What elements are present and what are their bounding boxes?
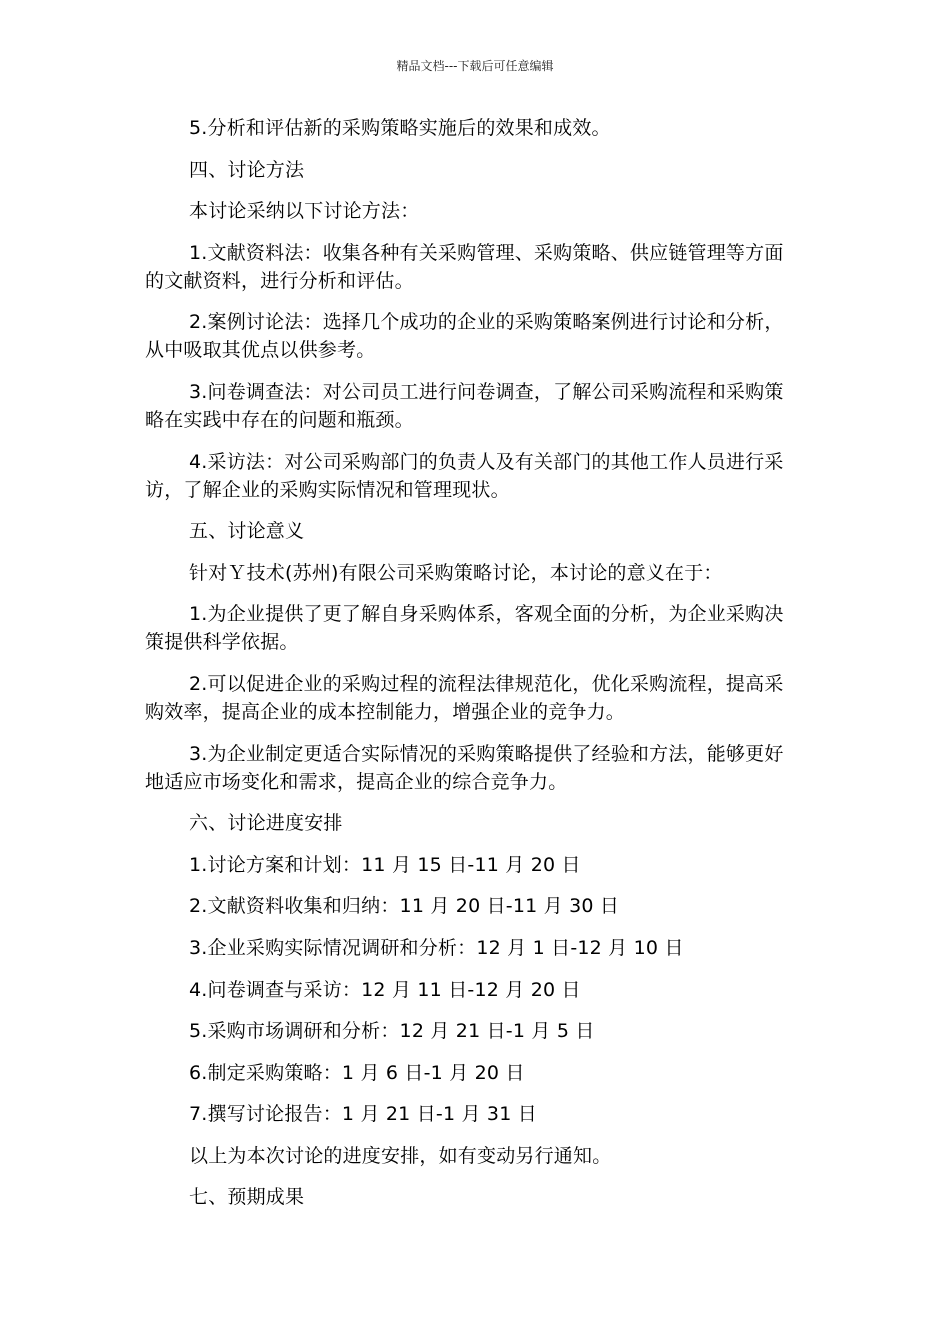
section-heading: 四、讨论方法: [189, 158, 305, 181]
section-heading: 六、讨论进度安排: [189, 812, 343, 835]
schedule-item: 3.企业采购实际情况调研和分析：12 月 1 日-12 月 10 日: [189, 936, 684, 959]
paragraph: 以上为本次讨论的进度安排，如有变动另行通知。: [189, 1144, 612, 1167]
paragraph: 3.问卷调查法：对公司员工进行问卷调查，了解公司采购流程和采购策略在实践中存在的问题和瓶颈。: [145, 380, 784, 431]
paragraph: 2.可以促进企业的采购过程的流程法律规范化，优化采购流程，提高采购效率，提高企业的成本控制能力，增强企业的竞争力。: [145, 672, 784, 723]
paragraph: 本讨论采纳以下讨论方法：: [189, 200, 420, 223]
paragraph: 1.文献资料法：收集各种有关采购管理、采购策略、供应链管理等方面的文献资料，进行分析和评估。: [145, 241, 784, 292]
paragraph: 针对Ｙ技术(苏州)有限公司采购策略讨论，本讨论的意义在于：: [189, 561, 723, 584]
paragraph: 1.为企业提供了更了解自身采购体系，客观全面的分析，为企业采购决策提供科学依据。: [145, 603, 784, 654]
schedule-item: 1.讨论方案和计划：11 月 15 日-11 月 20 日: [189, 853, 581, 876]
schedule-item: 7.撰写讨论报告：1 月 21 日-1 月 31 日: [189, 1103, 537, 1126]
paragraph: 2.案例讨论法：选择几个成功的企业的采购策略案例进行讨论和分析，从中吸取其优点以供参考。: [145, 311, 784, 362]
page-header: 精品文档---下载后可任意编辑: [396, 59, 554, 73]
document-body: [145, 114, 790, 1225]
schedule-item: 6.制定采购策略：1 月 6 日-1 月 20 日: [189, 1061, 525, 1084]
schedule-item: 2.文献资料收集和归纳：11 月 20 日-11 月 30 日: [189, 895, 620, 918]
section-heading: 七、预期成果: [189, 1186, 305, 1209]
section-heading: 五、讨论意义: [189, 520, 305, 543]
paragraph: 4.采访法：对公司采购部门的负责人及有关部门的其他工作人员进行采访，了解企业的采购实际情况和管理现状。: [145, 450, 784, 501]
paragraph: 3.为企业制定更适合实际情况的采购策略提供了经验和方法，能够更好地适应市场变化和需求，提高企业的综合竞争力。: [145, 742, 784, 793]
paragraph: 5.分析和评估新的采购策略实施后的效果和成效。: [189, 117, 611, 139]
schedule-item: 4.问卷调查与采访：12 月 11 日-12 月 20 日: [189, 978, 581, 1001]
schedule-item: 5.采购市场调研和分析：12 月 21 日-1 月 5 日: [189, 1020, 595, 1043]
